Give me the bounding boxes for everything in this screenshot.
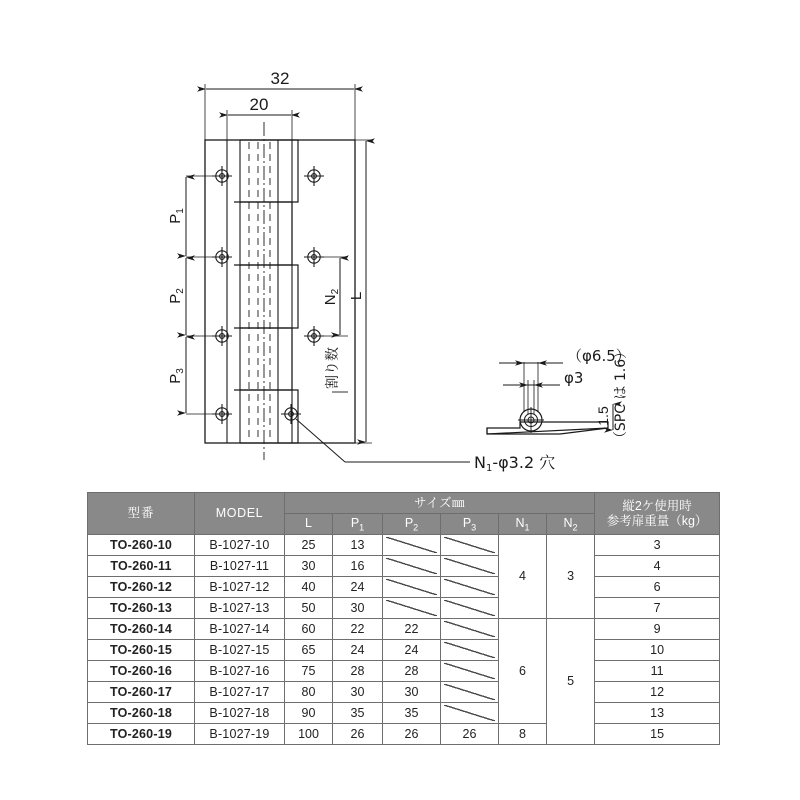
cell-P3 <box>441 682 499 703</box>
cell-N1: 4 <box>499 535 547 619</box>
cell-P2 <box>383 556 441 577</box>
cell-P2 <box>383 598 441 619</box>
cell-P2: 24 <box>383 640 441 661</box>
header-weight-line2: 参考扉重量（kg） <box>606 513 708 528</box>
dim-label-n2 <box>322 288 341 305</box>
cell-P3 <box>441 556 499 577</box>
cell-P2: 22 <box>383 619 441 640</box>
cell-P3 <box>441 640 499 661</box>
cell-P3 <box>441 619 499 640</box>
header-weight-line1: 縦2ケ使用時 <box>622 499 692 514</box>
dim-label-20: 20 <box>249 95 269 114</box>
dim-label-p2 <box>167 288 186 304</box>
hinge-pin-hidden-lines <box>249 142 270 441</box>
cell-L: 65 <box>285 640 333 661</box>
dim-label-divisions <box>324 347 341 389</box>
table-row <box>88 640 720 661</box>
cell-P1: 24 <box>333 640 383 661</box>
svg-text:割り数: 割り数 <box>325 347 341 389</box>
cell-kataban: TO-260-14 <box>88 619 195 640</box>
cell-L: 30 <box>285 556 333 577</box>
dim-label-p2-sub: 2 <box>175 288 186 294</box>
cell-model: B-1027-15 <box>195 640 285 661</box>
dim-label-phi3: φ3 <box>564 369 584 387</box>
cell-weight: 15 <box>595 724 720 745</box>
cell-P3: 26 <box>441 724 499 745</box>
cell-P2: 26 <box>383 724 441 745</box>
cell-weight: 9 <box>595 619 720 640</box>
dimension-line-phi65 <box>499 360 563 365</box>
dim-label-p1-sub: 1 <box>175 208 186 214</box>
dimension-extension-top <box>205 84 355 140</box>
cell-P1: 26 <box>333 724 383 745</box>
cell-weight: 4 <box>595 556 720 577</box>
cell-model: B-1027-19 <box>195 724 285 745</box>
table-row <box>88 535 720 556</box>
cell-N1: 8 <box>499 724 547 745</box>
screw-holes <box>212 166 324 424</box>
cell-weight: 3 <box>595 535 720 556</box>
material-note-label <box>613 345 629 445</box>
cell-weight: 6 <box>595 577 720 598</box>
svg-text:P3 <box>167 368 186 384</box>
cell-model: B-1027-12 <box>195 577 285 598</box>
table-row <box>88 598 720 619</box>
cell-weight: 12 <box>595 682 720 703</box>
header-col-P3: $P_3$ <box>441 514 499 535</box>
cell-P3 <box>441 535 499 556</box>
table-row <box>88 661 720 682</box>
cell-N2: 3 <box>547 535 595 619</box>
dim-label-p3 <box>167 368 186 384</box>
cell-P3 <box>441 598 499 619</box>
svg-text:P2 <box>167 288 186 304</box>
table-row <box>88 724 720 745</box>
header-row-1 <box>88 493 720 514</box>
table-row <box>88 619 720 640</box>
cell-P2: 35 <box>383 703 441 724</box>
cell-model: B-1027-17 <box>195 682 285 703</box>
header-size-group: サイズ㎜ <box>285 493 595 514</box>
table-row <box>88 703 720 724</box>
header-col-N2: $N_2$ <box>547 514 595 535</box>
cell-P1: 16 <box>333 556 383 577</box>
cell-L: 40 <box>285 577 333 598</box>
header-model: MODEL <box>195 493 285 535</box>
cell-kataban: TO-260-15 <box>88 640 195 661</box>
spec-table-container <box>87 492 719 745</box>
cell-P2: 28 <box>383 661 441 682</box>
cell-P3 <box>441 661 499 682</box>
cell-model: B-1027-18 <box>195 703 285 724</box>
cell-L: 75 <box>285 661 333 682</box>
hole-extension-lines <box>186 176 212 414</box>
cell-L: 25 <box>285 535 333 556</box>
cell-P1: 13 <box>333 535 383 556</box>
screw-hole <box>212 166 232 186</box>
cell-kataban: TO-260-12 <box>88 577 195 598</box>
screw-hole <box>212 404 232 424</box>
cell-weight: 13 <box>595 703 720 724</box>
dim-label-p1-base: P <box>167 213 184 224</box>
svg-text:（SPC は 1.6）: （SPC は 1.6） <box>613 344 629 446</box>
cell-P1: 22 <box>333 619 383 640</box>
cell-model: B-1027-14 <box>195 619 285 640</box>
cell-L: 60 <box>285 619 333 640</box>
spec-table <box>87 492 720 745</box>
header-kataban: 型番 <box>88 493 195 535</box>
cell-L: 80 <box>285 682 333 703</box>
dim-label-thickness <box>595 406 611 426</box>
cell-kataban: TO-260-16 <box>88 661 195 682</box>
header-col-P2: $P_2$ <box>383 514 441 535</box>
cell-P2 <box>383 535 441 556</box>
cell-weight: 7 <box>595 598 720 619</box>
spec-table-head <box>88 493 720 535</box>
cell-weight: 11 <box>595 661 720 682</box>
screw-hole <box>304 166 324 186</box>
spec-table-body <box>88 535 720 745</box>
dim-label-32: 32 <box>270 69 290 88</box>
dim-label-phi65: （φ6.5） <box>567 347 631 365</box>
dimension-extension-right <box>320 140 372 443</box>
cell-L: 100 <box>285 724 333 745</box>
cell-P1: 30 <box>333 598 383 619</box>
svg-text:1.5: 1.5 <box>595 406 611 426</box>
cell-kataban: TO-260-18 <box>88 703 195 724</box>
cell-kataban: TO-260-19 <box>88 724 195 745</box>
dim-label-p3-base: P <box>167 373 184 384</box>
cell-kataban: TO-260-10 <box>88 535 195 556</box>
cell-kataban: TO-260-13 <box>88 598 195 619</box>
hole-callout-prefix: N <box>474 453 486 472</box>
cell-L: 50 <box>285 598 333 619</box>
cell-P2 <box>383 577 441 598</box>
header-col-P1: $P_1$ <box>333 514 383 535</box>
cell-P3 <box>441 703 499 724</box>
cell-kataban: TO-260-11 <box>88 556 195 577</box>
dim-label-L <box>348 292 365 300</box>
cell-P1: 24 <box>333 577 383 598</box>
dim-label-p1 <box>167 208 186 224</box>
dim-label-p3-sub: 3 <box>175 368 186 374</box>
header-weight <box>595 493 720 535</box>
hinge-knuckle-segments <box>234 140 298 443</box>
header-col-L: L <box>285 514 333 535</box>
cell-L: 90 <box>285 703 333 724</box>
hole-callout-rest: -φ3.2 穴 <box>492 453 556 472</box>
cell-P1: 30 <box>333 682 383 703</box>
hole-callout-sub: 1 <box>485 463 493 474</box>
cell-weight: 10 <box>595 640 720 661</box>
svg-text:P1 <box>167 208 186 224</box>
cell-kataban: TO-260-17 <box>88 682 195 703</box>
hole-callout-label <box>474 453 555 474</box>
screw-hole <box>212 326 232 346</box>
hinge-knuckle-band <box>227 140 292 443</box>
cell-P1: 35 <box>333 703 383 724</box>
cell-model: B-1027-16 <box>195 661 285 682</box>
dim-label-n2-base: N <box>322 294 339 306</box>
svg-text:L: L <box>348 291 365 301</box>
dim-label-p2-base: P <box>167 293 184 304</box>
cell-P2: 30 <box>383 682 441 703</box>
svg-text:N2 <box>322 288 341 305</box>
cell-model: B-1027-11 <box>195 556 285 577</box>
cell-P3 <box>441 577 499 598</box>
table-row <box>88 556 720 577</box>
screw-hole <box>212 247 232 267</box>
header-col-N1: $N_1$ <box>499 514 547 535</box>
cell-model: B-1027-13 <box>195 598 285 619</box>
cell-N2: 5 <box>547 619 595 745</box>
hole-callout-leader <box>296 419 470 462</box>
cell-P1: 28 <box>333 661 383 682</box>
cell-N1: 6 <box>499 619 547 724</box>
table-row <box>88 577 720 598</box>
cell-model: B-1027-10 <box>195 535 285 556</box>
dimension-line-phi3 <box>503 382 560 387</box>
dim-label-n2-sub: 2 <box>330 288 341 295</box>
table-row <box>88 682 720 703</box>
